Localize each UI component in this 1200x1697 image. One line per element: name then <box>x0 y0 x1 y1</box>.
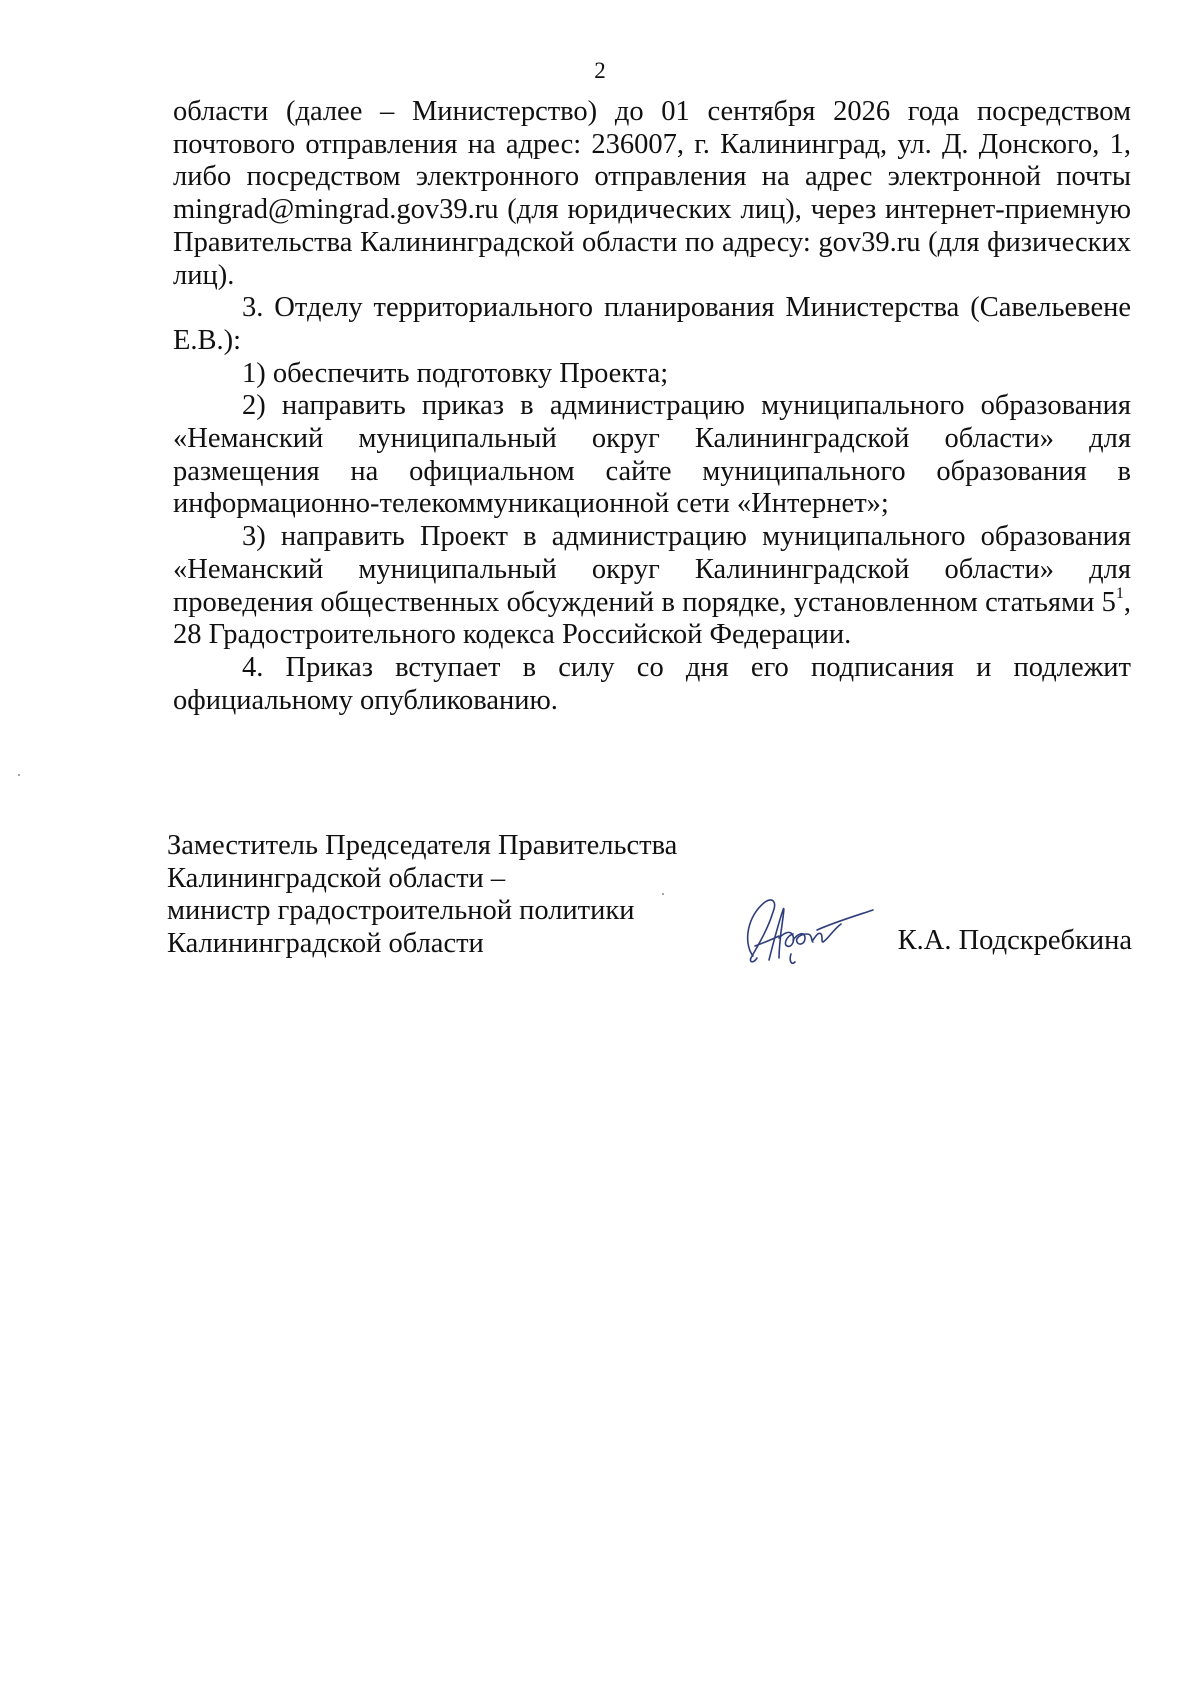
document-body <box>173 96 1131 717</box>
page-number: 2 <box>594 58 606 83</box>
paragraph-subitem-2: 2) направить приказ в администрацию муниципального образования «Неманский муниципальный округ Калининградской области» для размещения на официальном сайте муниципального образования в информационно-телекоммуникационной сети «Интернет»; <box>173 390 1131 520</box>
position-line: Калининградской области – <box>167 862 506 894</box>
paragraph-subitem-3-tail: , 28 Градостроительного кодекса Российской Федерации. <box>173 586 1131 651</box>
position-line: министр градостроительной политики <box>167 895 635 926</box>
paragraph-subitem-1: 1) обеспечить подготовку Проекта; <box>242 357 669 389</box>
paragraph-subitem-3-text: 3) направить Проект в администрацию муниципального образования «Неманский муниципальный округ Калининградской области» для проведения общественных обсуждений в порядке, установленном статьями 5 <box>173 521 1131 618</box>
position-line: Калининградской области <box>167 927 484 959</box>
handwritten-signature-icon <box>733 888 883 988</box>
paragraph-item-4: 4. Приказ вступает в силу со дня его подписания и подлежит официальному опубликованию. <box>173 651 1131 716</box>
scan-artifact <box>18 774 20 776</box>
scan-artifact <box>662 893 664 895</box>
position-line: Заместитель Председателя Правительства <box>167 830 678 861</box>
paragraph-subitem-3 <box>173 521 1131 652</box>
signatory-position <box>167 830 677 960</box>
signer-name: К.А. Подскребкина <box>897 925 1132 956</box>
superscript: 1 <box>1115 585 1124 603</box>
paragraph-item-3: 3. Отделу территориального планирования Министерства (Савельевене Е.В.): <box>173 292 1131 356</box>
paragraph-continuation: области (далее – Министерство) до 01 сентября 2026 года посредством почтового отправления на адрес: 236007, г. Калининград, ул. Д. Донского, 1, либо посредством электронного отправления на адрес электронной почты mingrad@mingrad.gov39.ru (для юридических лиц), через интернет-приемную Правительства Калининградской области по адресу: gov39.ru (для физических лиц). <box>173 96 1131 291</box>
